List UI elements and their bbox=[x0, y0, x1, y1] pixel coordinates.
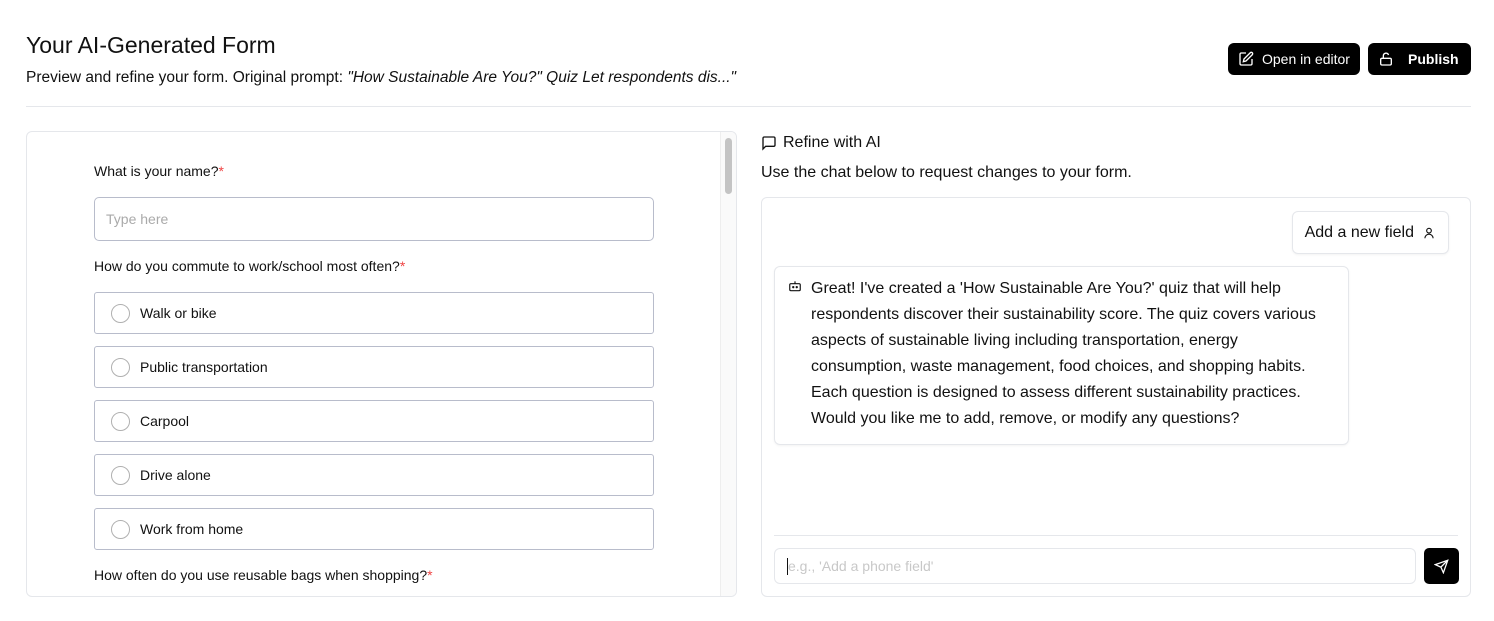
page-title: Your AI-Generated Form bbox=[26, 32, 276, 58]
user-message-text: Add a new field bbox=[1304, 223, 1414, 241]
scrollbar-thumb[interactable] bbox=[725, 138, 732, 194]
radio-icon[interactable] bbox=[111, 412, 130, 431]
option-walk-or-bike[interactable] bbox=[94, 292, 654, 334]
send-icon bbox=[1434, 559, 1449, 574]
option-carpool[interactable] bbox=[94, 400, 654, 442]
option-drive-alone[interactable] bbox=[94, 454, 654, 496]
publish-label: Publish bbox=[1408, 51, 1459, 67]
question-text: How often do you use reusable bags when shopping? bbox=[94, 567, 428, 583]
question-name-label bbox=[94, 163, 224, 179]
radio-icon[interactable] bbox=[111, 304, 130, 323]
required-asterisk: * bbox=[399, 258, 406, 274]
required-asterisk: * bbox=[218, 163, 224, 179]
form-preview-panel bbox=[26, 131, 737, 597]
question-commute-label bbox=[94, 258, 405, 274]
user-icon bbox=[1422, 226, 1436, 240]
publish-button[interactable] bbox=[1368, 43, 1471, 75]
scrollbar[interactable] bbox=[720, 132, 736, 596]
question-text: What is your name? bbox=[94, 163, 219, 179]
refine-heading bbox=[761, 134, 881, 152]
edit-icon bbox=[1238, 51, 1254, 67]
option-work-from-home[interactable] bbox=[94, 508, 654, 550]
option-label: Drive alone bbox=[140, 467, 211, 483]
radio-icon[interactable] bbox=[111, 520, 130, 539]
required-asterisk: * bbox=[427, 567, 433, 583]
open-in-editor-button[interactable] bbox=[1228, 43, 1360, 75]
question-text: How do you commute to work/school most often? bbox=[94, 258, 400, 274]
refine-subtitle: Use the chat below to request changes to your form. bbox=[761, 164, 1132, 181]
option-label: Carpool bbox=[140, 413, 190, 429]
option-label: Walk or bike bbox=[140, 305, 217, 321]
radio-icon[interactable] bbox=[111, 358, 130, 377]
send-button[interactable] bbox=[1424, 548, 1459, 584]
option-label: Work from home bbox=[140, 521, 244, 537]
header-divider bbox=[26, 106, 1471, 107]
refine-title: Refine with AI bbox=[783, 134, 881, 151]
chat-panel bbox=[761, 197, 1471, 597]
chat-input-placeholder: e.g., 'Add a phone field' bbox=[788, 558, 934, 574]
option-public-transportation[interactable] bbox=[94, 346, 654, 388]
radio-icon[interactable] bbox=[111, 466, 130, 485]
open-in-editor-label: Open in editor bbox=[1262, 51, 1350, 67]
user-message bbox=[1292, 211, 1449, 254]
chat-divider bbox=[774, 535, 1458, 536]
chat-icon bbox=[761, 135, 777, 151]
bot-icon bbox=[788, 279, 802, 293]
assistant-message-text: Great! I've created a 'How Sustainable Are You?' quiz that will help respondents discover their sustainability score. The quiz covers various aspects of sustainable living including transportation, energy consumption, waste management, food choices, and shopping habits. Each question is designed to assess different sustainability practices. Would you like me to add, remove, or modify any questions? bbox=[811, 280, 1316, 427]
question-reusable-bags-label bbox=[94, 567, 433, 583]
original-prompt: "How Sustainable Are You?" Quiz Let respondents dis..." bbox=[347, 69, 737, 86]
chat-input[interactable] bbox=[774, 548, 1416, 584]
name-input[interactable]: Type here bbox=[94, 197, 654, 241]
option-label: Public transportation bbox=[140, 359, 268, 375]
unlock-icon bbox=[1378, 51, 1394, 67]
assistant-message bbox=[774, 266, 1349, 445]
page-subtitle bbox=[26, 69, 736, 87]
subtitle-text: Preview and refine your form. Original prompt: bbox=[26, 69, 348, 86]
